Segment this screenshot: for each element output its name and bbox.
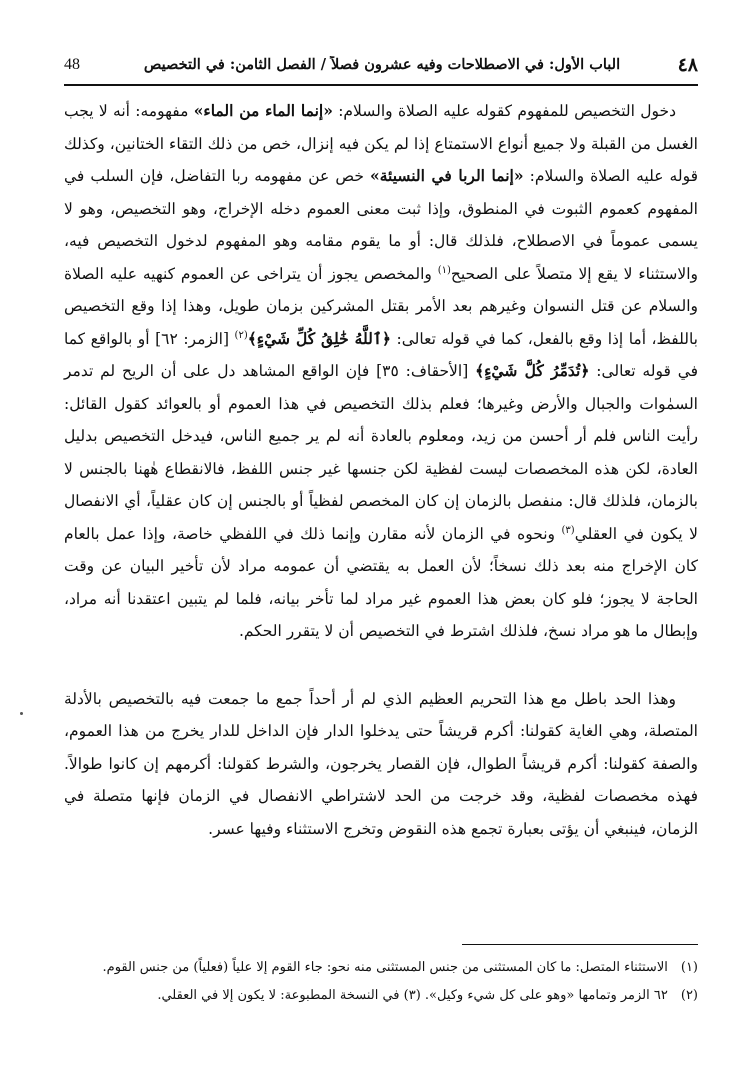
footnote-marker[interactable]: (١) (437, 264, 451, 276)
hadith-quote: «إنما الماء من الماء» (193, 101, 333, 120)
header-title: الباب الأول: في الاصطلاحات وفيه عشرون فصلاً / الفصل الثامن: في التخصيص (143, 56, 621, 73)
text-run: أو بالواقع كما في قوله تعالى: (64, 329, 699, 380)
text-run: فإن الواقع المشاهد دل على أن الريح لم تدمر السمٰوات والجبال والأرض وغيرها؛ فعلم بذلك التخصيص في هذا العموم أو بالعوائد كقول القائل: رأيت الناس فلم أر أحسن من زيد، ومعلوم بالعادة أنه لم ير جميع الناس، فيدخل التخصيص بدليل العادة، لكن هذه المخصصات ليست لفظية لكن جنسها غير جنس اللفظ، فالانقطاع هٰهنا بالجنس لا بالزمان، فلذلك قال: منفصل بالزمان إن كان المخصص لفظياً أو بالجنس إن كان عقلياً، أي الانفصال لا يكون في العقلي (64, 362, 698, 543)
footnote-item (64, 956, 698, 980)
footnote-text: الاستثناء المتصل: ما كان المستثنى من جنس المستثنى منه نحو: جاء القوم إلا علياً (فعلياً) من جنس القوم. (102, 960, 668, 975)
footnote-marker[interactable]: (٣) (561, 524, 575, 536)
paragraph-2: وهذا الحد باطل مع هذا التحريم العظيم الذي لم أر أحداً جمع ما جمعت فيه بالتخصيص بالأدلة المتصلة، وهي الغاية كقولنا: أكرم قريشاً حتى يدخلوا الدار فإن الداخل للدار يخرج من هذا العموم، والصفة كقولنا: أكرم قريشاً الطوال، فإن القصار يخرجون، والشرط كقولنا: أكرمهم إن كانوا طوالاً. فهذه مخصصات لفظية، وقد خرجت من الحد لاشتراطي الانفصال في الزمان فإنها متصلة في الزمان، فينبغي أن يؤتى بعبارة تجمع هذه النقوض وتخرج الاستثناء وفيها عسر. (64, 689, 698, 838)
footnote-text: ٦٢ الزمر وتمامها «وهو على كل شيء وكيل». (٣) في النسخة المطبوعة: لا يكون إلا في العقلي. (157, 988, 668, 1003)
footnote-number: (٢) (680, 988, 698, 1003)
text-run: مفهومه: أنه لا يجب الغسل من القبلة ولا جميع أنواع الاستمتاع إذا لم يكن فيه إنزال، خص من ذلك التقاء الختانين، وكذلك قوله عليه الصلاة والسلام: (64, 102, 698, 185)
page-number-arabic: ٤٨ (677, 54, 698, 76)
footnote-separator (462, 944, 698, 945)
margin-mark (20, 712, 23, 715)
text-run: ونحوه في الزمان لأنه مقارن وإنما ذلك في اللفظي خاصة، وإذا عمل بالعام كان الإخراج منه بعد ذلك نسخاً؛ لأن العمل به يقتضي أن عمومه مراد لأن تأخير البيان عن وقت الحاجة لا يجوز؛ فلو كان بعض هذا العموم غير مراد لما تأخر بيانه، فلما لم يتبين اعتقدنا أنه مراد، وإبطال ما هو مراد نسخ، فلذلك اشترط في التخصيص أن لا يتقرر الحكم. (64, 524, 698, 640)
main-text (64, 95, 698, 845)
verse-reference: [الأحقاف: ٣٥] (369, 362, 476, 380)
footnote-marker[interactable]: (٢) (234, 329, 248, 341)
footnotes (64, 956, 698, 1012)
quran-verse: ﴿ٱللَّهُ خَٰلِقُ كُلِّ شَيْءٍ﴾ (247, 328, 391, 348)
text-run: دخول التخصيص للمفهوم كقوله عليه الصلاة والسلام: (332, 102, 676, 120)
footnote-number: (١) (680, 960, 698, 975)
quran-verse: ﴿تُدَمِّرُ كُلَّ شَيْءٍ﴾ (475, 361, 590, 380)
text-run: والمخصص يجوز أن يتراخى عن العموم كنهيه عليه الصلاة والسلام عن قتل النسوان وغيرهم بعد الأمر بقتل المشركين بزمان طويل، وهذا إذا وقع التخصيص باللفظ، أما إذا وقع بالفعل، كما في قوله تعالى: (64, 264, 698, 348)
footnote-item (64, 984, 698, 1008)
page-number: 48 (64, 56, 80, 73)
hadith-quote: «إنما الربا في النسيئة» (370, 166, 524, 185)
running-header (64, 50, 698, 86)
text-run: خص عن مفهومه ربا التفاضل، فإن السلب في المفهوم كعموم الثبوت في المنطوق، وإذا ثبت معنى العموم دخله الإخراج، وهو التخصيص، وهو لا يسمى عموماً في الاصطلاح، فلذلك قال: أو ما يقوم مقامه وهو المفهوم لدخول التخصيص فيه، والاستثناء لا يقع إلا متصلاً على الصحيح (64, 167, 698, 283)
verse-reference: [الزمر: ٦٢] (149, 329, 235, 348)
paragraph-1 (64, 95, 698, 648)
